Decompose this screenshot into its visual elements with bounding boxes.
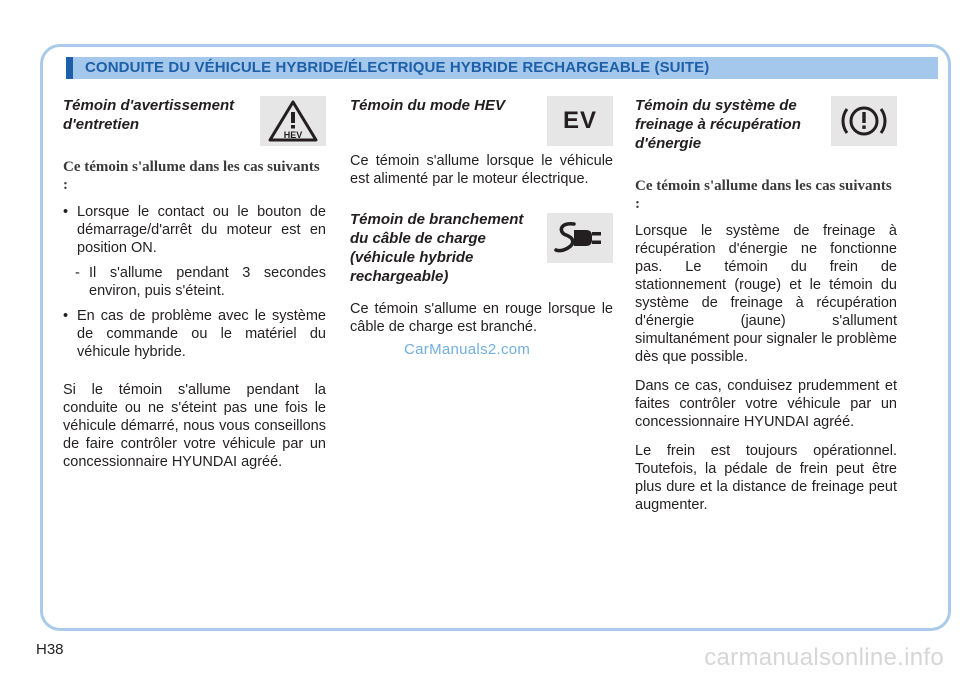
heading-row bbox=[635, 96, 897, 153]
sub-item: - Il s'allume pendant 3 secondes environ, puis s'éteint. bbox=[75, 265, 326, 299]
body-paragraph: Ce témoin s'allume lorsque le véhicule est alimenté par le moteur électrique. bbox=[350, 153, 613, 187]
section-title: Témoin de branchement du câble de charge (véhicule hybride rechargeable) bbox=[350, 211, 524, 285]
column-service-warning bbox=[63, 96, 326, 482]
bullet-text: Lorsque le contact ou le bouton de démarrage/d'arrêt du moteur est en position ON. bbox=[77, 204, 326, 256]
footer-watermark: carmanualsonline.info bbox=[704, 644, 944, 671]
page-number: H38 bbox=[36, 641, 64, 658]
header-accent bbox=[66, 57, 73, 79]
bullet-item: • En cas de problème avec le système de commande ou le matériel du véhicule hybride. bbox=[63, 308, 326, 360]
body-paragraph: Le frein est toujours opérationnel. Toutefois, la pédale de frein peut être plus dure et la distance de freinage peut augmenter. bbox=[635, 443, 897, 513]
section-title: Témoin du système de freinage à récupération d'énergie bbox=[635, 97, 801, 152]
watermark-text: CarManuals2.com bbox=[404, 341, 531, 358]
column-regenerative-brake bbox=[635, 96, 897, 525]
ev-mode-icon: EV bbox=[547, 96, 613, 146]
lead-text: Ce témoin s'allume dans les cas suivants : bbox=[63, 159, 320, 193]
heading-row bbox=[63, 96, 326, 146]
section-title: Témoin d'avertissement d'entretien bbox=[63, 97, 235, 133]
lead-text: Ce témoin s'allume dans les cas suivants : bbox=[635, 178, 892, 212]
hev-warning-triangle-icon bbox=[260, 96, 326, 146]
sub-item-text: Il s'allume pendant 3 secondes environ, puis s'éteint. bbox=[89, 265, 326, 299]
heading-row bbox=[350, 210, 613, 286]
body-paragraph: Ce témoin s'allume en rouge lorsque le câble de charge est branché. bbox=[350, 301, 613, 335]
body-paragraph: Si le témoin s'allume pendant la conduite ou ne s'éteint pas une fois le véhicule démarré, nous vous conseillons de faire contrôler votre véhicule par un concessionnaire HYUNDAI agréé. bbox=[63, 382, 326, 470]
heading-row bbox=[350, 96, 613, 146]
svg-text:HEV: HEV bbox=[283, 130, 303, 140]
section-header-title: CONDUITE DU VÉHICULE HYBRIDE/ÉLECTRIQUE HYBRIDE RECHARGEABLE (SUITE) bbox=[85, 59, 710, 76]
section-title: Témoin du mode HEV bbox=[350, 97, 506, 114]
bullet-text: En cas de problème avec le système de commande ou le matériel du véhicule hybride. bbox=[77, 308, 326, 360]
charge-cable-plug-icon bbox=[547, 213, 613, 263]
body-paragraph: Dans ce cas, conduisez prudemment et faites contrôler votre véhicule par un concessionnaire HYUNDAI agréé. bbox=[635, 378, 897, 430]
bullet-item: • Lorsque le contact ou le bouton de démarrage/d'arrêt du moteur est en position ON. bbox=[63, 204, 326, 256]
column-hev-mode bbox=[350, 96, 613, 347]
body-paragraph: Lorsque le système de freinage à récupération d'énergie ne fonctionne pas. Le témoin du frein de stationnement (rouge) et le témoin du système de freinage à récupération d'énergie (jaune) s'allument simultanément pour signaler le problème dès que possible. bbox=[635, 223, 897, 365]
regenerative-brake-warning-icon bbox=[831, 96, 897, 146]
